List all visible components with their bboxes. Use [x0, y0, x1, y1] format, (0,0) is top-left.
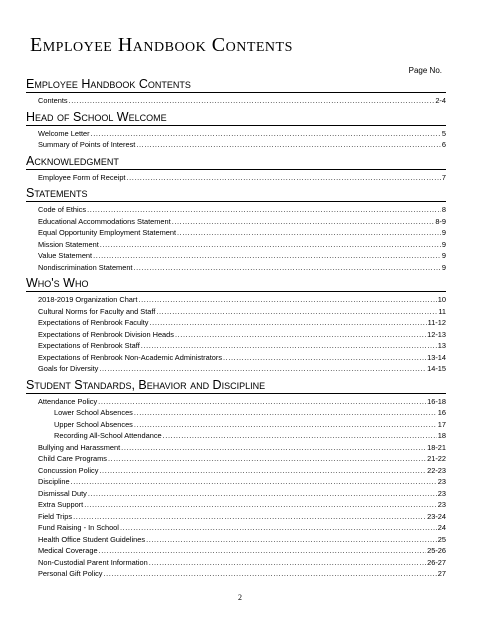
dot-leader	[88, 488, 437, 500]
dot-leader	[172, 216, 435, 228]
entry-title: Bullying and Harassment	[38, 442, 121, 452]
toc-entry	[26, 227, 446, 239]
dot-leader	[73, 511, 426, 523]
dot-leader	[99, 545, 427, 557]
dot-leader	[146, 534, 437, 546]
toc-entry	[26, 488, 446, 500]
entry-title: 2018-2019 Organization Chart	[38, 295, 138, 304]
entry-page: 22-23	[427, 465, 446, 475]
entry-page: 11	[438, 306, 446, 316]
toc-entry	[26, 139, 446, 151]
entry-page: 23	[437, 477, 446, 486]
toc-entry	[26, 95, 446, 107]
dot-leader	[99, 465, 426, 477]
dot-leader	[136, 139, 441, 151]
entry-page: 2-4	[435, 96, 446, 105]
entry-page: 9	[441, 239, 446, 249]
entry-list	[26, 396, 446, 580]
toc-entry	[26, 352, 446, 364]
dot-leader	[121, 442, 426, 454]
entry-page: 9	[441, 251, 446, 260]
entry-title: Extra Support	[38, 500, 84, 509]
entry-title: Upper School Absences	[54, 419, 133, 429]
toc-entry	[26, 557, 446, 569]
entry-page: 6	[441, 140, 446, 149]
section-heading: Employee Handbook Contents	[26, 78, 446, 93]
entry-title: Expectations of Renbrook Division Heads	[38, 329, 174, 339]
entry-title: Value Statement	[38, 251, 93, 260]
section-heading: Who's Who	[26, 277, 446, 292]
entry-title: Child Care Programs	[38, 454, 108, 463]
toc-entry	[26, 511, 446, 523]
entry-title: Health Office Student Guidelines	[38, 534, 146, 544]
section-heading: Student Standards, Behavior and Discipline	[26, 379, 446, 394]
toc-entry	[26, 128, 446, 140]
section-heading: Statements	[26, 187, 446, 202]
entry-title: Fund Raising - In School	[38, 523, 119, 532]
toc-entry	[26, 317, 446, 329]
entry-list	[26, 204, 446, 273]
toc-entry	[26, 363, 446, 375]
entry-title: Summary of Points of Interest	[38, 140, 136, 149]
toc-entry	[26, 340, 446, 352]
toc-section	[26, 379, 446, 580]
dot-leader	[104, 568, 437, 580]
entry-page: 13	[437, 341, 446, 350]
page-no-header: Page No.	[408, 66, 442, 75]
dot-leader	[149, 557, 426, 569]
dot-leader	[84, 499, 437, 511]
entry-page: 16	[437, 408, 446, 417]
toc-entry	[26, 430, 446, 442]
entry-title: Expectations of Renbrook Staff	[38, 341, 140, 350]
dot-leader	[120, 522, 437, 534]
entry-page: 21-22	[427, 454, 446, 463]
toc-entry	[26, 250, 446, 262]
entry-page: 25-26	[427, 546, 446, 555]
entry-title: Equal Opportunity Employment Statement	[38, 228, 177, 237]
dot-leader	[69, 95, 435, 107]
entry-page: 8-9	[435, 216, 446, 226]
dot-leader	[175, 329, 426, 341]
entry-title: Attendance Policy	[38, 396, 98, 406]
entry-title: Cultural Norms for Faculty and Staff	[38, 306, 156, 316]
dot-leader	[108, 453, 426, 465]
dot-leader	[177, 227, 441, 239]
dot-leader	[93, 250, 441, 262]
toc-section	[26, 111, 446, 151]
toc-entry	[26, 239, 446, 251]
dot-leader	[100, 239, 441, 251]
entry-title: Educational Accommodations Statement	[38, 216, 171, 226]
entry-title: Personal Gift Policy	[38, 569, 103, 578]
entry-page: 11-12	[427, 318, 446, 327]
entry-page: 18-21	[427, 442, 446, 452]
dot-leader	[138, 294, 436, 306]
entry-page: 5	[441, 128, 446, 138]
toc-entry	[26, 172, 446, 184]
toc-section	[26, 155, 446, 184]
toc-entry	[26, 204, 446, 216]
entry-list	[26, 294, 446, 375]
toc-entry	[26, 306, 446, 318]
entry-page: 8	[441, 205, 446, 214]
entry-title: Employee Form of Receipt	[38, 172, 126, 182]
dot-leader	[134, 407, 437, 419]
toc-entry	[26, 419, 446, 431]
entry-page: 23-24	[427, 511, 446, 521]
entry-page: 16-18	[427, 396, 446, 406]
entry-page: 24	[437, 523, 446, 532]
toc-entry	[26, 216, 446, 228]
toc-entry	[26, 522, 446, 534]
entry-list	[26, 172, 446, 184]
entry-page: 12-13	[427, 329, 446, 339]
toc-entry	[26, 396, 446, 408]
entry-title: Contents	[38, 96, 68, 105]
dot-leader	[133, 262, 440, 274]
table-of-contents	[26, 78, 446, 584]
dot-leader	[150, 317, 427, 329]
entry-page: 9	[441, 228, 446, 237]
entry-title: Lower School Absences	[54, 408, 133, 417]
toc-entry	[26, 442, 446, 454]
page-title: Employee Handbook Contents	[30, 34, 293, 56]
page-number: 2	[238, 593, 242, 602]
toc-entry	[26, 465, 446, 477]
toc-entry	[26, 545, 446, 557]
entry-title: Expectations of Renbrook Non-Academic Administrators	[38, 352, 223, 362]
entry-title: Discipline	[38, 477, 70, 486]
dot-leader	[71, 476, 437, 488]
entry-title: Recording All-School Attendance	[54, 431, 162, 440]
entry-page: 17	[437, 419, 446, 429]
entry-page: 13-14	[427, 352, 446, 362]
entry-title: Non-Custodial Parent Information	[38, 557, 148, 567]
entry-page: 7	[441, 172, 446, 182]
entry-title: Welcome Letter	[38, 128, 90, 138]
dot-leader	[141, 340, 437, 352]
dot-leader	[134, 419, 437, 431]
dot-leader	[99, 363, 426, 375]
toc-entry	[26, 294, 446, 306]
entry-title: Expectations of Renbrook Faculty	[38, 318, 149, 327]
entry-list	[26, 128, 446, 151]
toc-entry	[26, 262, 446, 274]
entry-title: Mission Statement	[38, 239, 99, 249]
toc-entry	[26, 407, 446, 419]
entry-title: Nondiscrimination Statement	[38, 262, 133, 272]
dot-leader	[91, 128, 441, 140]
entry-page: 23	[437, 500, 446, 509]
entry-list	[26, 95, 446, 107]
entry-page: 18	[437, 431, 446, 440]
toc-entry	[26, 499, 446, 511]
entry-title: Dismissal Duty	[38, 488, 87, 498]
dot-leader	[156, 306, 437, 318]
entry-title: Concussion Policy	[38, 465, 99, 475]
entry-page: 23	[437, 488, 446, 498]
dot-leader	[127, 172, 441, 184]
dot-leader	[163, 430, 437, 442]
dot-leader	[87, 204, 441, 216]
entry-page: 25	[437, 534, 446, 544]
toc-entry	[26, 476, 446, 488]
entry-page: 26-27	[427, 557, 446, 567]
entry-page: 10	[437, 295, 446, 304]
entry-page: 9	[441, 262, 446, 272]
entry-title: Code of Ethics	[38, 205, 87, 214]
toc-entry	[26, 453, 446, 465]
section-heading: Head of School Welcome	[26, 111, 446, 126]
entry-title: Field Trips	[38, 511, 73, 521]
toc-entry	[26, 534, 446, 546]
toc-section	[26, 78, 446, 107]
toc-section	[26, 277, 446, 375]
toc-entry	[26, 568, 446, 580]
dot-leader	[98, 396, 426, 408]
section-heading: Acknowledgment	[26, 155, 446, 170]
entry-page: 14-15	[427, 364, 446, 373]
toc-entry	[26, 329, 446, 341]
entry-title: Goals for Diversity	[38, 364, 99, 373]
dot-leader	[223, 352, 426, 364]
entry-page: 27	[437, 569, 446, 578]
entry-title: Medical Coverage	[38, 546, 98, 555]
toc-section	[26, 187, 446, 273]
